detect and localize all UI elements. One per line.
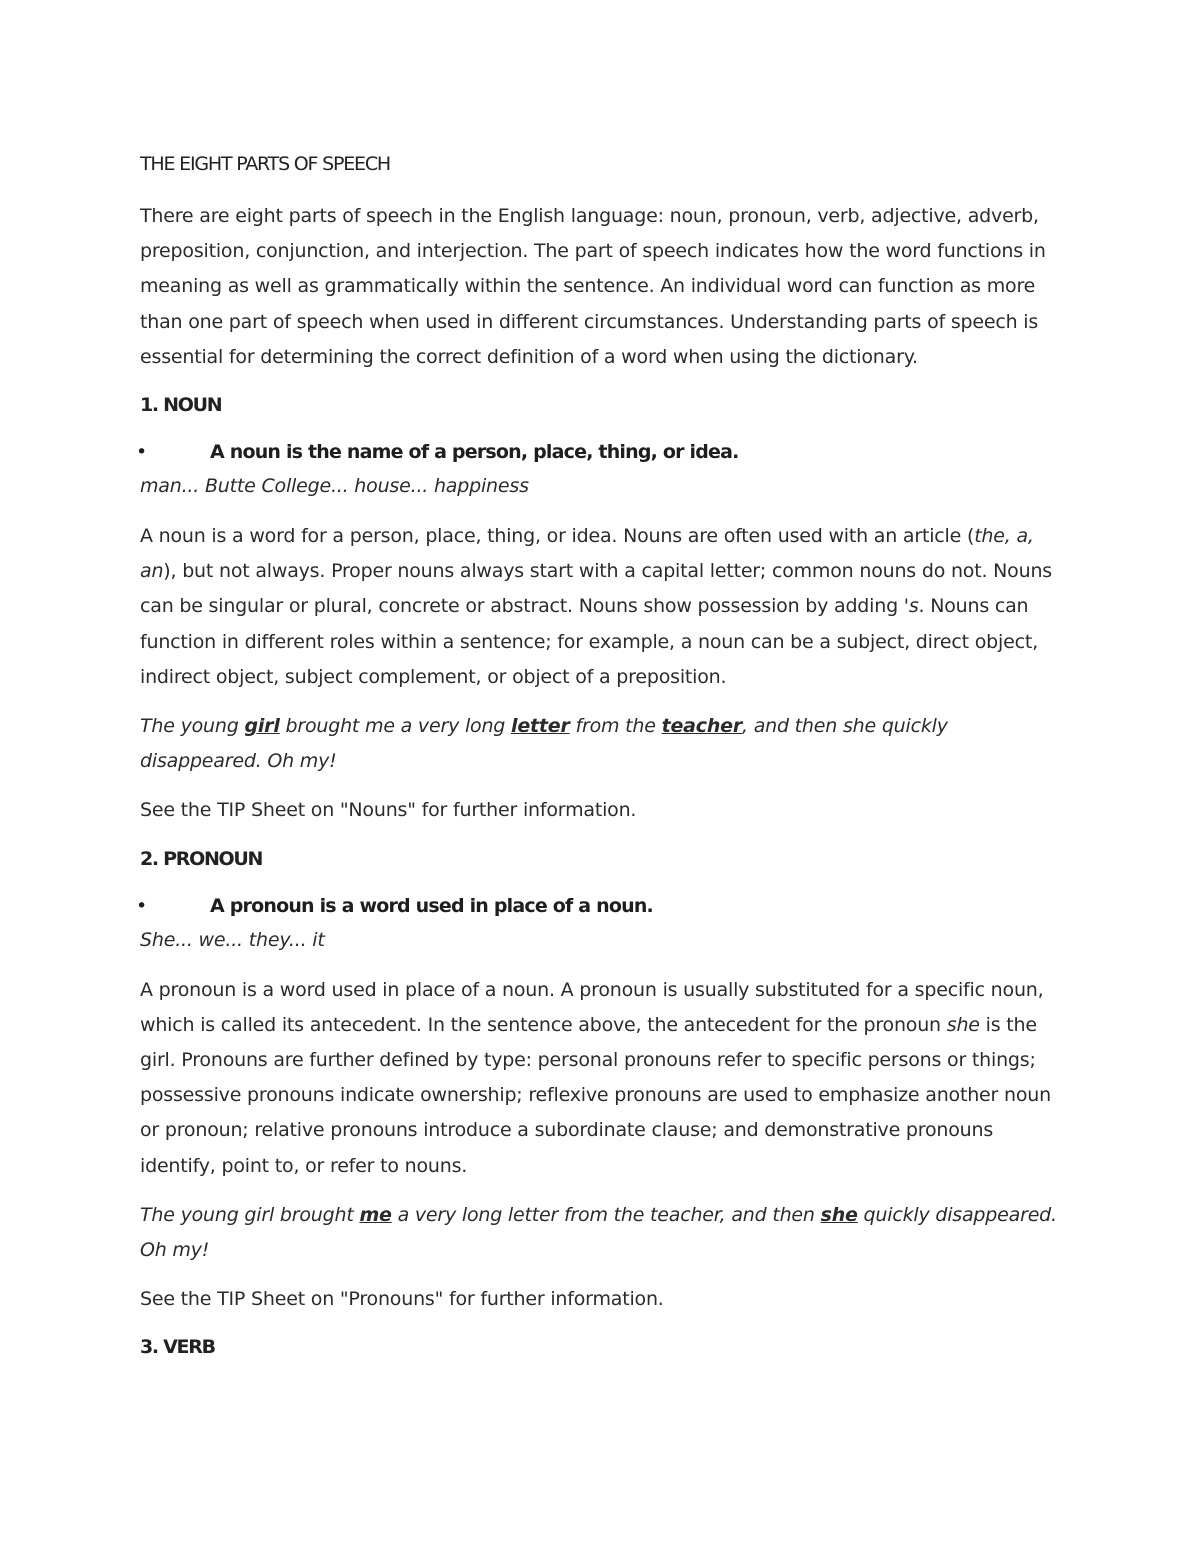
document-page bbox=[136, 148, 1060, 1378]
intro-paragraph: There are eight parts of speech in the English language: noun, pronoun, verb, adjective, adverb, preposition, conjunction, and interjection. The part of speech indicates how the word functions in meaning as well as grammatically within the sentence. An individual word can function as more than one part of speech when used in different circumstances. Understanding parts of speech is essential for determining the correct definition of a word when using the dictionary. bbox=[140, 205, 1046, 368]
pronoun-heading: 2. PRONOUN bbox=[140, 847, 263, 870]
noun-body-paragraph bbox=[140, 519, 1060, 695]
noun-possessive: 's bbox=[903, 595, 919, 618]
noun-highlight-letter: letter bbox=[511, 715, 570, 738]
noun-sentence-part-1: The young bbox=[140, 715, 245, 738]
noun-heading: 1. NOUN bbox=[140, 394, 222, 417]
pronoun-example-sentence bbox=[140, 1198, 1060, 1268]
noun-definition: A noun is the name of a person, place, thing, or idea. bbox=[210, 441, 739, 464]
noun-highlight-teacher: teacher bbox=[661, 715, 743, 738]
noun-examples: man... Butte College... house... happiness bbox=[140, 475, 529, 498]
pronoun-sentence-part-2: a very long letter from the teacher, and then bbox=[391, 1203, 821, 1226]
pronoun-sentence-part-1: The young girl brought bbox=[140, 1203, 360, 1226]
pronoun-body-paragraph bbox=[140, 973, 1060, 1184]
pronoun-tip-sheet-text: See the TIP Sheet on "Pronouns" for further information. bbox=[140, 1288, 664, 1311]
noun-articles: the, a, an bbox=[140, 525, 1034, 583]
pronoun-definition: A pronoun is a word used in place of a noun. bbox=[210, 894, 653, 917]
noun-definition-bullet bbox=[136, 436, 1060, 468]
page-title: THE EIGHT PARTS OF SPEECH bbox=[140, 153, 390, 175]
noun-sentence-part-3: from the bbox=[569, 715, 662, 738]
verb-heading: 3. VERB bbox=[140, 1336, 215, 1359]
bullet-icon: • bbox=[136, 894, 147, 917]
noun-body-part-3: . Nouns can function in different roles within a sentence; for example, a noun can be a subject, direct object, indirect object, subject complement, or object of a preposition. bbox=[140, 595, 1038, 688]
pronoun-body-part-1: A pronoun is a word used in place of a noun. A pronoun is usually substituted for a specific noun, which is called its antecedent. In the sentence above, the antecedent for the pronoun bbox=[140, 978, 1044, 1036]
pronoun-highlight-me: me bbox=[359, 1203, 392, 1226]
noun-body-part-1: A noun is a word for a person, place, thing, or idea. Nouns are often used with an article ( bbox=[140, 525, 975, 548]
noun-highlight-girl: girl bbox=[244, 715, 280, 738]
noun-example-sentence bbox=[140, 709, 1060, 779]
pronoun-body-part-2: is the girl. Pronouns are further defined by type: personal pronouns refer to specific persons or things; possessive pronouns indicate ownership; reflexive pronouns are used to emphasize another noun or pronoun; relative pronouns introduce a subordinate clause; and demonstrative pronouns identify, point to, or refer to nouns. bbox=[140, 1013, 1051, 1177]
pronoun-examples: She... we... they... it bbox=[140, 928, 325, 951]
pronoun-highlight-she: she bbox=[820, 1203, 858, 1226]
bullet-icon: • bbox=[136, 441, 147, 464]
noun-tip-sheet-text: See the TIP Sheet on "Nouns" for further information. bbox=[140, 799, 637, 822]
pronoun-sentence-part-3: quickly disappeared. Oh my! bbox=[140, 1203, 1057, 1262]
pronoun-she: she bbox=[946, 1013, 980, 1036]
noun-body-part-2: ), but not always. Proper nouns always start with a capital letter; common nouns do not. Nouns can be singular or plural, concrete or abstract. Nouns show possession by adding bbox=[140, 560, 1052, 618]
noun-sentence-part-2: brought me a very long bbox=[279, 715, 512, 738]
noun-sentence-part-4: , and then she quickly disappeared. Oh my! bbox=[140, 715, 948, 773]
pronoun-definition-bullet bbox=[136, 890, 1060, 922]
